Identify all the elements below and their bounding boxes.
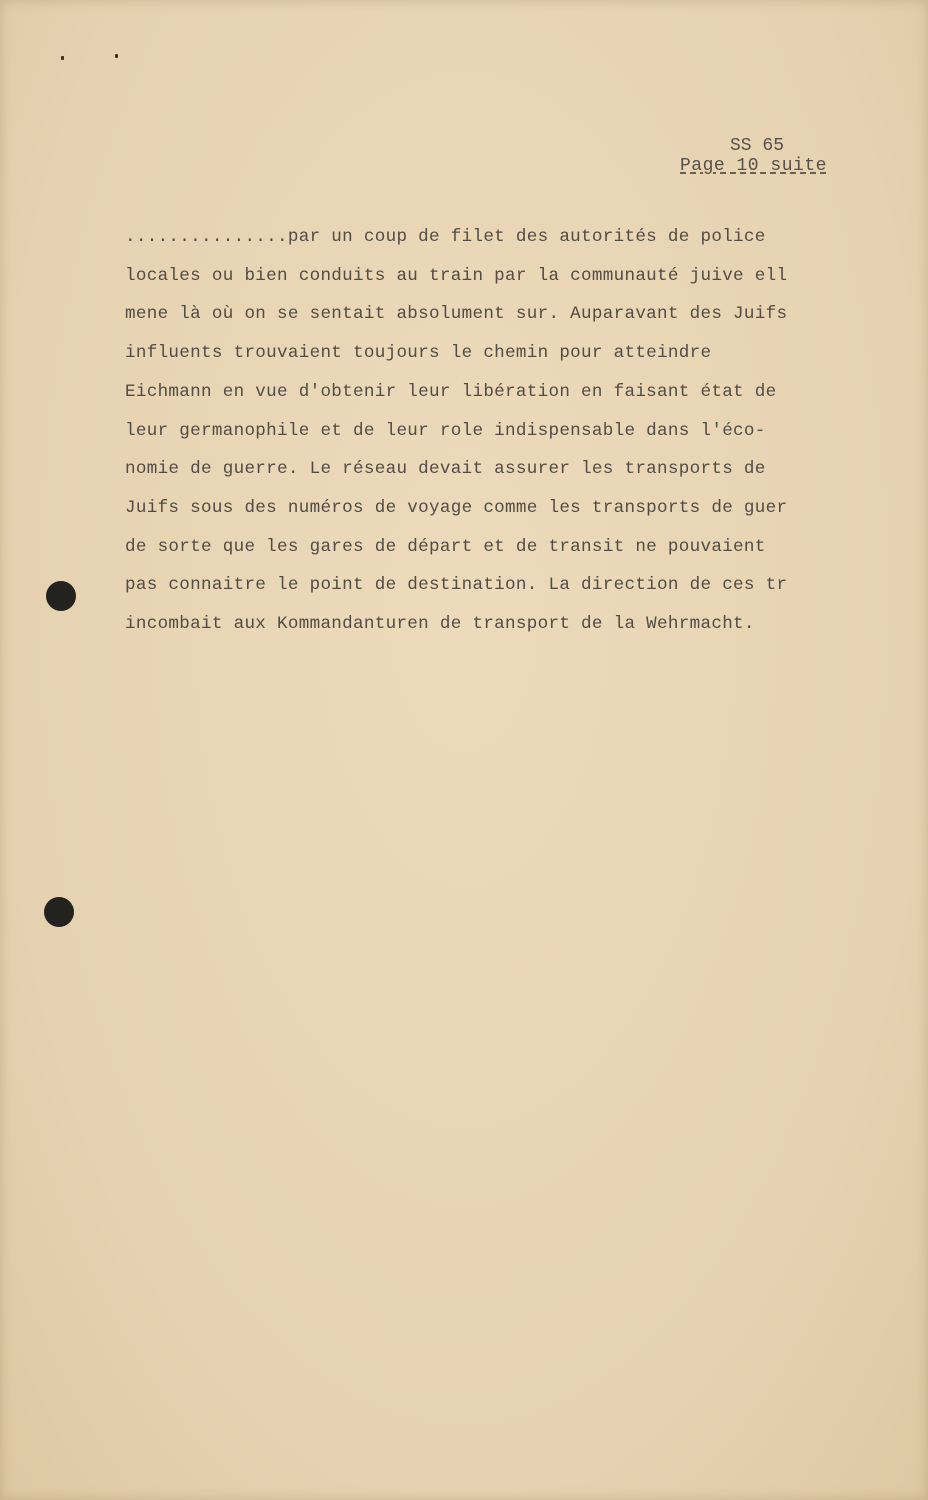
text-line: Juifs sous des numéros de voyage comme les transports de guer (125, 497, 788, 518)
text-line: mene là où on se sentait absolument sur. Auparavant des Juifs (125, 304, 788, 325)
text-line: pas connaitre le point de destination. La direction de ces tr (125, 575, 788, 596)
text-line: nomie de guerre. Le réseau devait assurer les transports de (125, 459, 766, 480)
text-line: locales ou bien conduits au train par la communauté juive ell (125, 265, 788, 286)
text-line: incombait aux Kommandanturen de transport de la Wehrmacht. (125, 614, 755, 635)
punch-hole-top (46, 581, 76, 611)
typed-body-text (125, 218, 885, 644)
text-line: ...............par un coup de filet des autorités de police (125, 227, 766, 247)
page-reference (680, 136, 840, 176)
text-line: leur germanophile et de leur role indispensable dans l'éco- (125, 420, 766, 441)
text-line: de sorte que les gares de départ et de transit ne pouvaient (125, 536, 766, 557)
punch-hole-bottom (44, 897, 74, 927)
document-reference: SS 65 (730, 136, 785, 156)
text-line: influents trouvaient toujours le chemin pour atteindre (125, 343, 712, 364)
paper-speck (115, 54, 118, 58)
page-number-label: Page 10 suite (680, 156, 827, 176)
text-line: Eichmann en vue d'obtenir leur libération en faisant état de (125, 381, 777, 402)
paper-speck (61, 56, 64, 60)
